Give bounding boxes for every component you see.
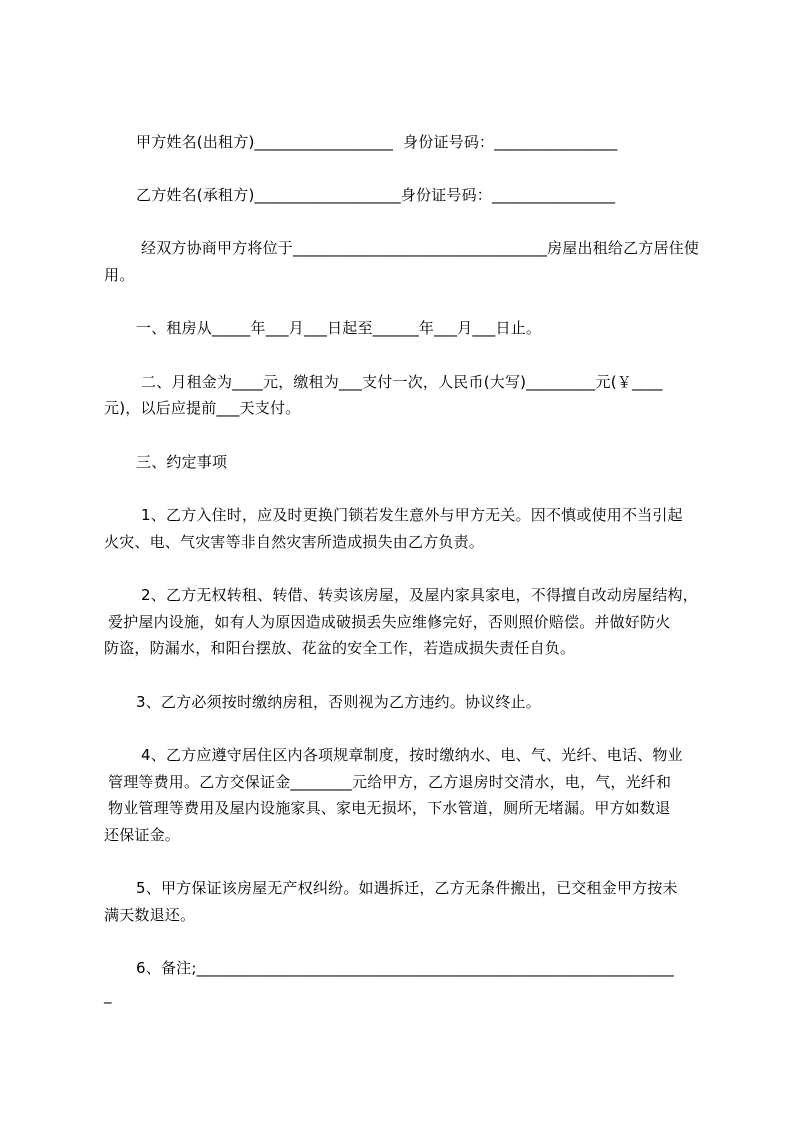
item-4-line-2: 管理等费用。乙方交保证金________元给甲方，乙方退房时交清水，电，气，光纤和 xyxy=(108,773,672,791)
item-5-line-1: 5、甲方保证该房屋无产权纠纷。如遇拆迁，乙方无条件搬出，已交租金甲方按未 xyxy=(136,879,678,897)
lessee-info-line: 乙方姓名(承租方)___________________身份证号码：________________ xyxy=(136,186,616,204)
item-2-line-1: 2、乙方无权转租、转借、转卖该房屋，及屋内家具家电，不得擅自改动房屋结构， xyxy=(141,586,698,604)
item-1-line-1: 1、乙方入住时，应及时更换门锁若发生意外与甲方无关。因不慎或使用不当引起 xyxy=(141,506,683,524)
clause-2-line-1: 二、月租金为____元，缴租为___支付一次，人民币(大写)_________元(￥____ xyxy=(141,373,663,391)
intro-line-1: 经双方协商甲方将位于_________________________________房屋出租给乙方居住使 xyxy=(141,239,700,257)
item-5-line-2: 满天数退还。 xyxy=(104,906,196,924)
item-4-line-3: 物业管理等费用及屋内设施家具、家电无损坏，下水管道，厕所无堵漏。甲方如数退 xyxy=(108,799,671,817)
item-3-line: 3、乙方必须按时缴纳房租，否则视为乙方违约。协议终止。 xyxy=(136,693,541,711)
lessor-info-line: 甲方姓名(出租方)__________________ 身份证号码：________________ xyxy=(136,133,618,151)
item-1-line-2: 火灾、电、气灾害等非自然灾害所造成损失由乙方负责。 xyxy=(104,533,485,551)
clause-2-line-2: 元)，以后应提前___天支付。 xyxy=(104,399,301,417)
item-4-line-1: 4、乙方应遵守居住区内各项规章制度，按时缴纳水、电、气、光纤、电话、物业 xyxy=(141,746,683,764)
item-2-line-3: 防盗，防漏水，和阳台摆放、花盆的安全工作，若造成损失责任自负。 xyxy=(104,639,576,657)
clause-1-lease-term: 一、租房从_____年___月___日起至______年___月___日止。 xyxy=(136,319,542,337)
item-2-line-2: 爱护屋内设施，如有人为原因造成破损丢失应维修完好，否则照价赔偿。并做好防火 xyxy=(108,613,671,631)
item-6-remarks-line: 6、备注;______________________________________________________________ xyxy=(136,959,674,977)
item-4-line-4: 还保证金。 xyxy=(104,826,181,844)
item-6-remarks-line-2: _ xyxy=(104,986,112,1004)
clause-3-heading: 三、约定事项 xyxy=(136,453,228,471)
intro-line-2: 用。 xyxy=(104,266,135,284)
